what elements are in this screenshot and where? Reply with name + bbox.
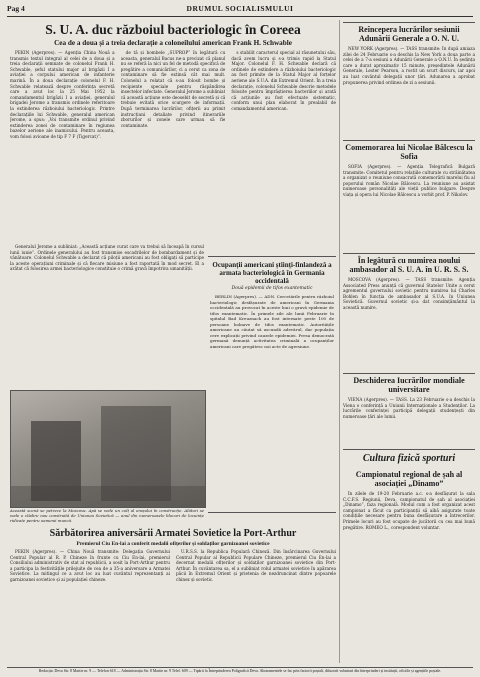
page-header — [7, 4, 473, 16]
article-column-4: Generalul Jerome a subliniat: „Această acțiune curat care va trebui să înceapă în cursul lunii iunie”. Ordinele generalului au fost transmise escadrilelor de bombardament și de vânătoare. Colonelul Schwable a declarat că piloții americani au fost obligați să participe la aceste operațiuni criminale și că fiecare misiune a fost raportată în mod secret. El a arătat că folosirea armei bacteriologice constituie o crimă gravă împotriva umanității. — [10, 244, 204, 272]
sidebar-article-title: Deschiderea Iucrărilor mondiale universitare — [353, 376, 465, 394]
sidebar-article-title: Comemorarea lui Nicolae Bălcescu la Sofia — [345, 143, 473, 161]
sidebar-article-title: Reîncepera lucrărilor sesiunii Adunării Generale a O. N. U. — [358, 25, 460, 43]
sidebar-article — [343, 22, 475, 136]
page-footer: Redacția: Deva Str. 8 Martie nr. 9 — Telefon 618 — Administrația Str. 8 Martie nr. 9 Telef. 609 — Tipărit la Întreprinderea Poligrafică Deva. Abonamentele se fac prin factorii poștali, difuzorii voluntari din întreprinderi și instituții, oficiile și agențiile poștale. — [7, 667, 473, 674]
bottom-headline: Sărbătorirea aniversării Armatei Sovietice la Port-Arthur — [49, 528, 297, 539]
main-headline: S. U. A. duc războiul bacteriologic în Coreea — [45, 22, 301, 37]
boxed-article-title: Ocupanții americani științi-finlandeză a armata bacteriologică în Germania occidentală — [212, 261, 332, 285]
bottom-article — [10, 528, 336, 649]
masthead: DRUMUL SOCIALISMULUI — [186, 4, 294, 13]
bottom-article-columns — [10, 549, 336, 649]
sports-section — [343, 449, 475, 464]
sidebar-article-text: VIENA (Agerpres). — TASS. La 23 Februarie s-a deschis la Viena o conferință a Uniunii Internaționale a Studenților. La lucrările conferinței participă delegații studențești din numeroase țări ale lumii. — [343, 397, 475, 419]
main-article-upper-columns — [10, 50, 336, 242]
sidebar-article — [343, 253, 475, 369]
photo-street — [11, 486, 205, 507]
bottom-subhead: Premierul Ciu En-lai a conferit medalii ofițerilor și soldaților garnizoanei sovietice — [76, 541, 270, 547]
bottom-column-1: PEKIN (Agerpres). — China Nouă transmite: Delegația Guvernului Central Popular al R. P. Chineze în frunte cu Ciu En-lai, premierul Consiliului administrativ de stat al republicii, a sosit la Port-Arthur pentru a participa la festivitățile prilejuite de cea de a 35-a aniversare a Armatei Sovietice. La mitingul ce a avut loc au luat cuvântul reprezentanți ai garnizoanei sovietice și ai populației chineze. — [10, 549, 170, 582]
sidebar-article-text: SOFIA (Agerpres). — Agenția Telegrafică Bulgară transmite: Comitetul pentru relațiile culturale cu străinătatea a organizat o reuniune consacrată comemorării marelui fiu al poporului român Nicolae Bălcescu. La reuniune au asistat numeroase personalități ale vieții publice bulgare. Despre viața și opera lui Nicolae Bălcescu a vorbit prof. P. Nikolov. — [343, 164, 475, 197]
sidebar-article-text: În zilele de 19-20 Februarie a.c. s-a desfășurat la sala C.C.F.S. Regiunii, Deva, campionatul de șah al asociației „Dinamo”, faza regională. Modul cum a fost organizat acest campionat a făcut ca participanții să aibă asigurate toate condițiile necesare pentru buna desfășurare a întrecerilor. Primele locuri au fost ocupate de jucătorii cu cea mai bună pregătire. ROMEO L., corespondent voluntar. — [343, 491, 475, 530]
sidebar-article-text: MOSCOVA (Agerpres). — TASS transmite: Agenția Associated Press anunță că guvernul Statelor Unite a cerut agrementul guvernului sovietic pentru numirea lui Charles Bohlen în funcția de ambasador al S.U.A. în Uniunea Sovietică. Guvernul sovietic și-a dat consimțământul la această numire. — [343, 277, 475, 310]
main-subhead: Cea de a doua și a treia declarație a coloneilului american Frank H. Schwable — [54, 39, 292, 47]
sidebar-article-title: Campionatul regional de șah al asociației „Dinamo” — [355, 470, 463, 488]
sidebar-article — [343, 468, 475, 601]
sidebar-article — [343, 140, 475, 249]
article-column-3: s stabilit caracterul special al răsunetului său, dacă avem lucru și s-a trimis rapid la Statul Major. Colonelul F. H. Schwable declară că ordinele de extindere a războiului bacteriologic au fost primite de la Statul Major al forțelor aeriene ale S.U.A. din Extremul Orient. În a treia declarație, colonelul Schwable descrie metodele folosite pentru împrăștierea bacteriilor și arată că acțiunile au fost efectuate sistematic, conform unui plan elaborat în prealabil de comandamentul american. — [231, 50, 337, 111]
bottom-column-2: U.R.S.S. la Republica Populară Chineză. Din însărcinarea Guvernului Central Popular al Republicii Populare Chineze, premierul Ciu En-lai a decernat medalii ofițerilor și soldaților garnizoanei sovietice din Port-Arthur. În cuvântarea sa, el a subliniat rolul armatei sovietice în apărarea păcii în Extremul Orient și prietenia de nezdruncinat dintre popoarele chinez și sovietic. — [176, 549, 336, 582]
photo-caption: Această scenă se petrece la Moscova. Apă se vede un colț al orașului în construcție. Alături se vede o clădire nou construită de Uniunea Sovietică — unul din numeroasele blocuri de locuințe ridicate pentru oamenii muncii. — [10, 508, 204, 523]
article-column-1: PEKIN (Agerpres). — Agenția China Nouă a transmis textul integral al celei de a doua și a treia declarații semnate de colonelul Frank H. Schwable, șeful statului major al brigăzii I a aviației a corpului american de infanterie marină. În a doua declarație colonelul F. H. Schwable relatează despre conferința secretă care a avut loc la 25 Mai 1952 la comandamentul brigăzii I a aviației, generalul brigadei Jerome a transmis ordinele referitoare la extinderea războiului bacteriologic. Printre declarațiile lui Schwable, generalul american Jerome, a spus: „Voi transmite ordinul privind extinderea zonei de contaminare în regiunea bazelor aeriene ale inamicului. Pentru aceasta, vom folosi avioane de tip F 7 F (Tigercat)”. — [10, 50, 115, 139]
sports-section-title: Cultura fizică sporturi — [362, 453, 456, 464]
page-number: Pag 4 — [7, 4, 25, 13]
boxed-article-text: BERLIN (Agerpres). — ADN. Cercetările pentru războiul bacteriologic desfășurate de americani în Germania occidentală au provocat în aceste luni o gravă epidemie de tifos exantematic. În primele zile ale lunii Februarie în spitalul Bad Kreuznach au fost internate peste 100 de persoane bolnave de tifos exantematic. Autoritățile americane au căutat să ascundă adevărul, dar populația cere explicații privind cauzele epidemiei. Presa democrată germană denunță activitatea criminală a ocupanților americani care pregătesc noi acte de agresiune. — [210, 294, 334, 349]
header-divider — [7, 16, 473, 17]
sidebar-article — [343, 373, 475, 445]
column-divider — [339, 20, 340, 663]
news-photo — [10, 390, 206, 508]
boxed-article-subtitle: Două epidemii de tifos exantematic — [231, 286, 313, 291]
sidebar-article-text: NEW YORK (Agerpres). — TASS transmite: În după amiaza zilei de 24 Februarie s-a deschis la New York a doua parte a celei de a 7-a sesiuni a Adunării Generale a O.N.U. În ședința care a durat aproximativ 15 minute, președintele Adunării Generale, Lester Pearson, a rostit un scurt discurs, iar apoi au luat cuvântul delegații unor țări. Adunarea a aprobat propunerea privind ordinea de zi a sesiunii. — [343, 46, 475, 85]
main-article-lower-columns — [10, 244, 204, 384]
boxed-article — [208, 256, 336, 513]
sidebar — [343, 22, 475, 605]
article-column-2: de tă și bombele „SUPROP” în legătură cu aceasta, generalul Bacus ne-a precizat că planul nu se referă la nici un fel de metodă specifică de pregătire a comunicărilor, ci a cerut ca zona de contaminare să fie extinsă cât mai mult. Colonelul a relatat că s-au folosit bombe și recipiente speciale pentru răspândirea insectelor infectate. Generalul Jerome a subliniat că această acțiune este deosebit de secretă și că trebuie evitată orice scurgere de informații. După terminarea lucrărilor, ofițerii au primit instrucțiuni detaliate privind itinerariile zborurilor și zonele care urmau să fie contaminate. — [120, 50, 226, 128]
sidebar-article-title: În legătură cu numirea noului ambasador al S. U. A. în U. R. S. S. — [349, 256, 469, 274]
